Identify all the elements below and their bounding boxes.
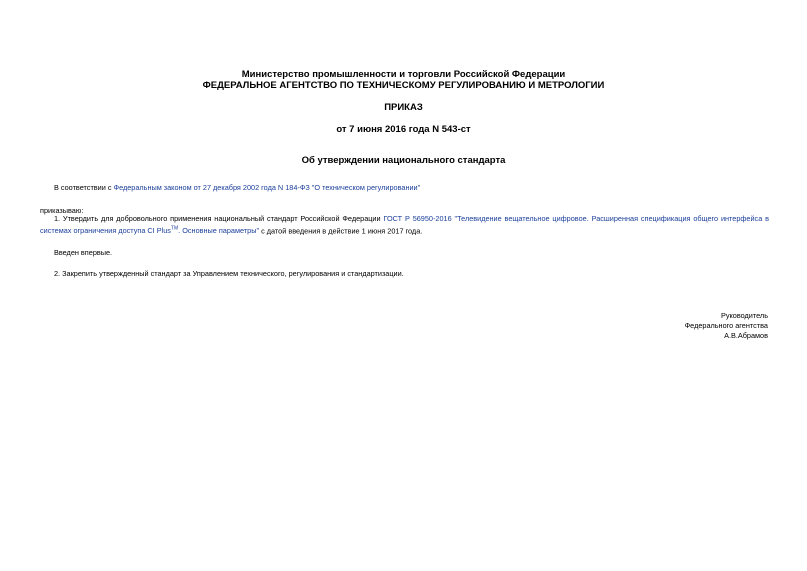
order-title: ПРИКАЗ [384, 102, 423, 113]
standard-link-part2[interactable] [40, 226, 259, 235]
introduced-note: Введен впервые. [54, 248, 113, 257]
federal-law-link[interactable]: Федеральным законом от 27 декабря 2002 года N 184-ФЗ "О техническом регулировании" [113, 183, 421, 192]
standard-link-line2: системах ограничения доступа CI Plus [40, 226, 171, 236]
item1-line2 [40, 224, 422, 236]
standard-link-tail: . Основные параметры" [178, 226, 260, 236]
accordance-prefix: В соответствии с [54, 183, 114, 192]
item2-paragraph: 2. Закрепить утвержденный стандарт за Управлением технического, регулирования и стандартизации. [54, 269, 404, 278]
ministry-heading: Министерство промышленности и торговли Российской Федерации [241, 69, 566, 80]
signature-organization: Федерального агентства [684, 321, 768, 330]
order-date: от 7 июня 2016 года N 543-ст [336, 124, 471, 135]
agency-heading: ФЕДЕРАЛЬНОЕ АГЕНТСТВО ПО ТЕХНИЧЕСКОМУ РЕГУЛИРОВАНИЮ И МЕТРОЛОГИИ [202, 80, 605, 91]
order-subject: Об утверждении национального стандарта [301, 155, 506, 166]
order-word: приказываю: [40, 206, 84, 215]
standard-link-part1[interactable]: ГОСТ Р 56950-2016 "Телевидение вещательное цифровое. Расширенная спецификация общего интерфейса в [383, 214, 769, 223]
signature-position: Руководитель [720, 311, 768, 320]
signature-name: А.В.Абрамов [724, 331, 768, 340]
item1-line1 [54, 213, 769, 224]
trademark-sign: TM [170, 226, 179, 232]
item1-prefix: 1. Утвердить для добровольного применения национальный стандарт Российской Федерации [54, 214, 384, 223]
item1-suffix: с датой введения в действие 1 июня 2017 года. [259, 226, 423, 236]
accordance-paragraph [54, 182, 420, 193]
